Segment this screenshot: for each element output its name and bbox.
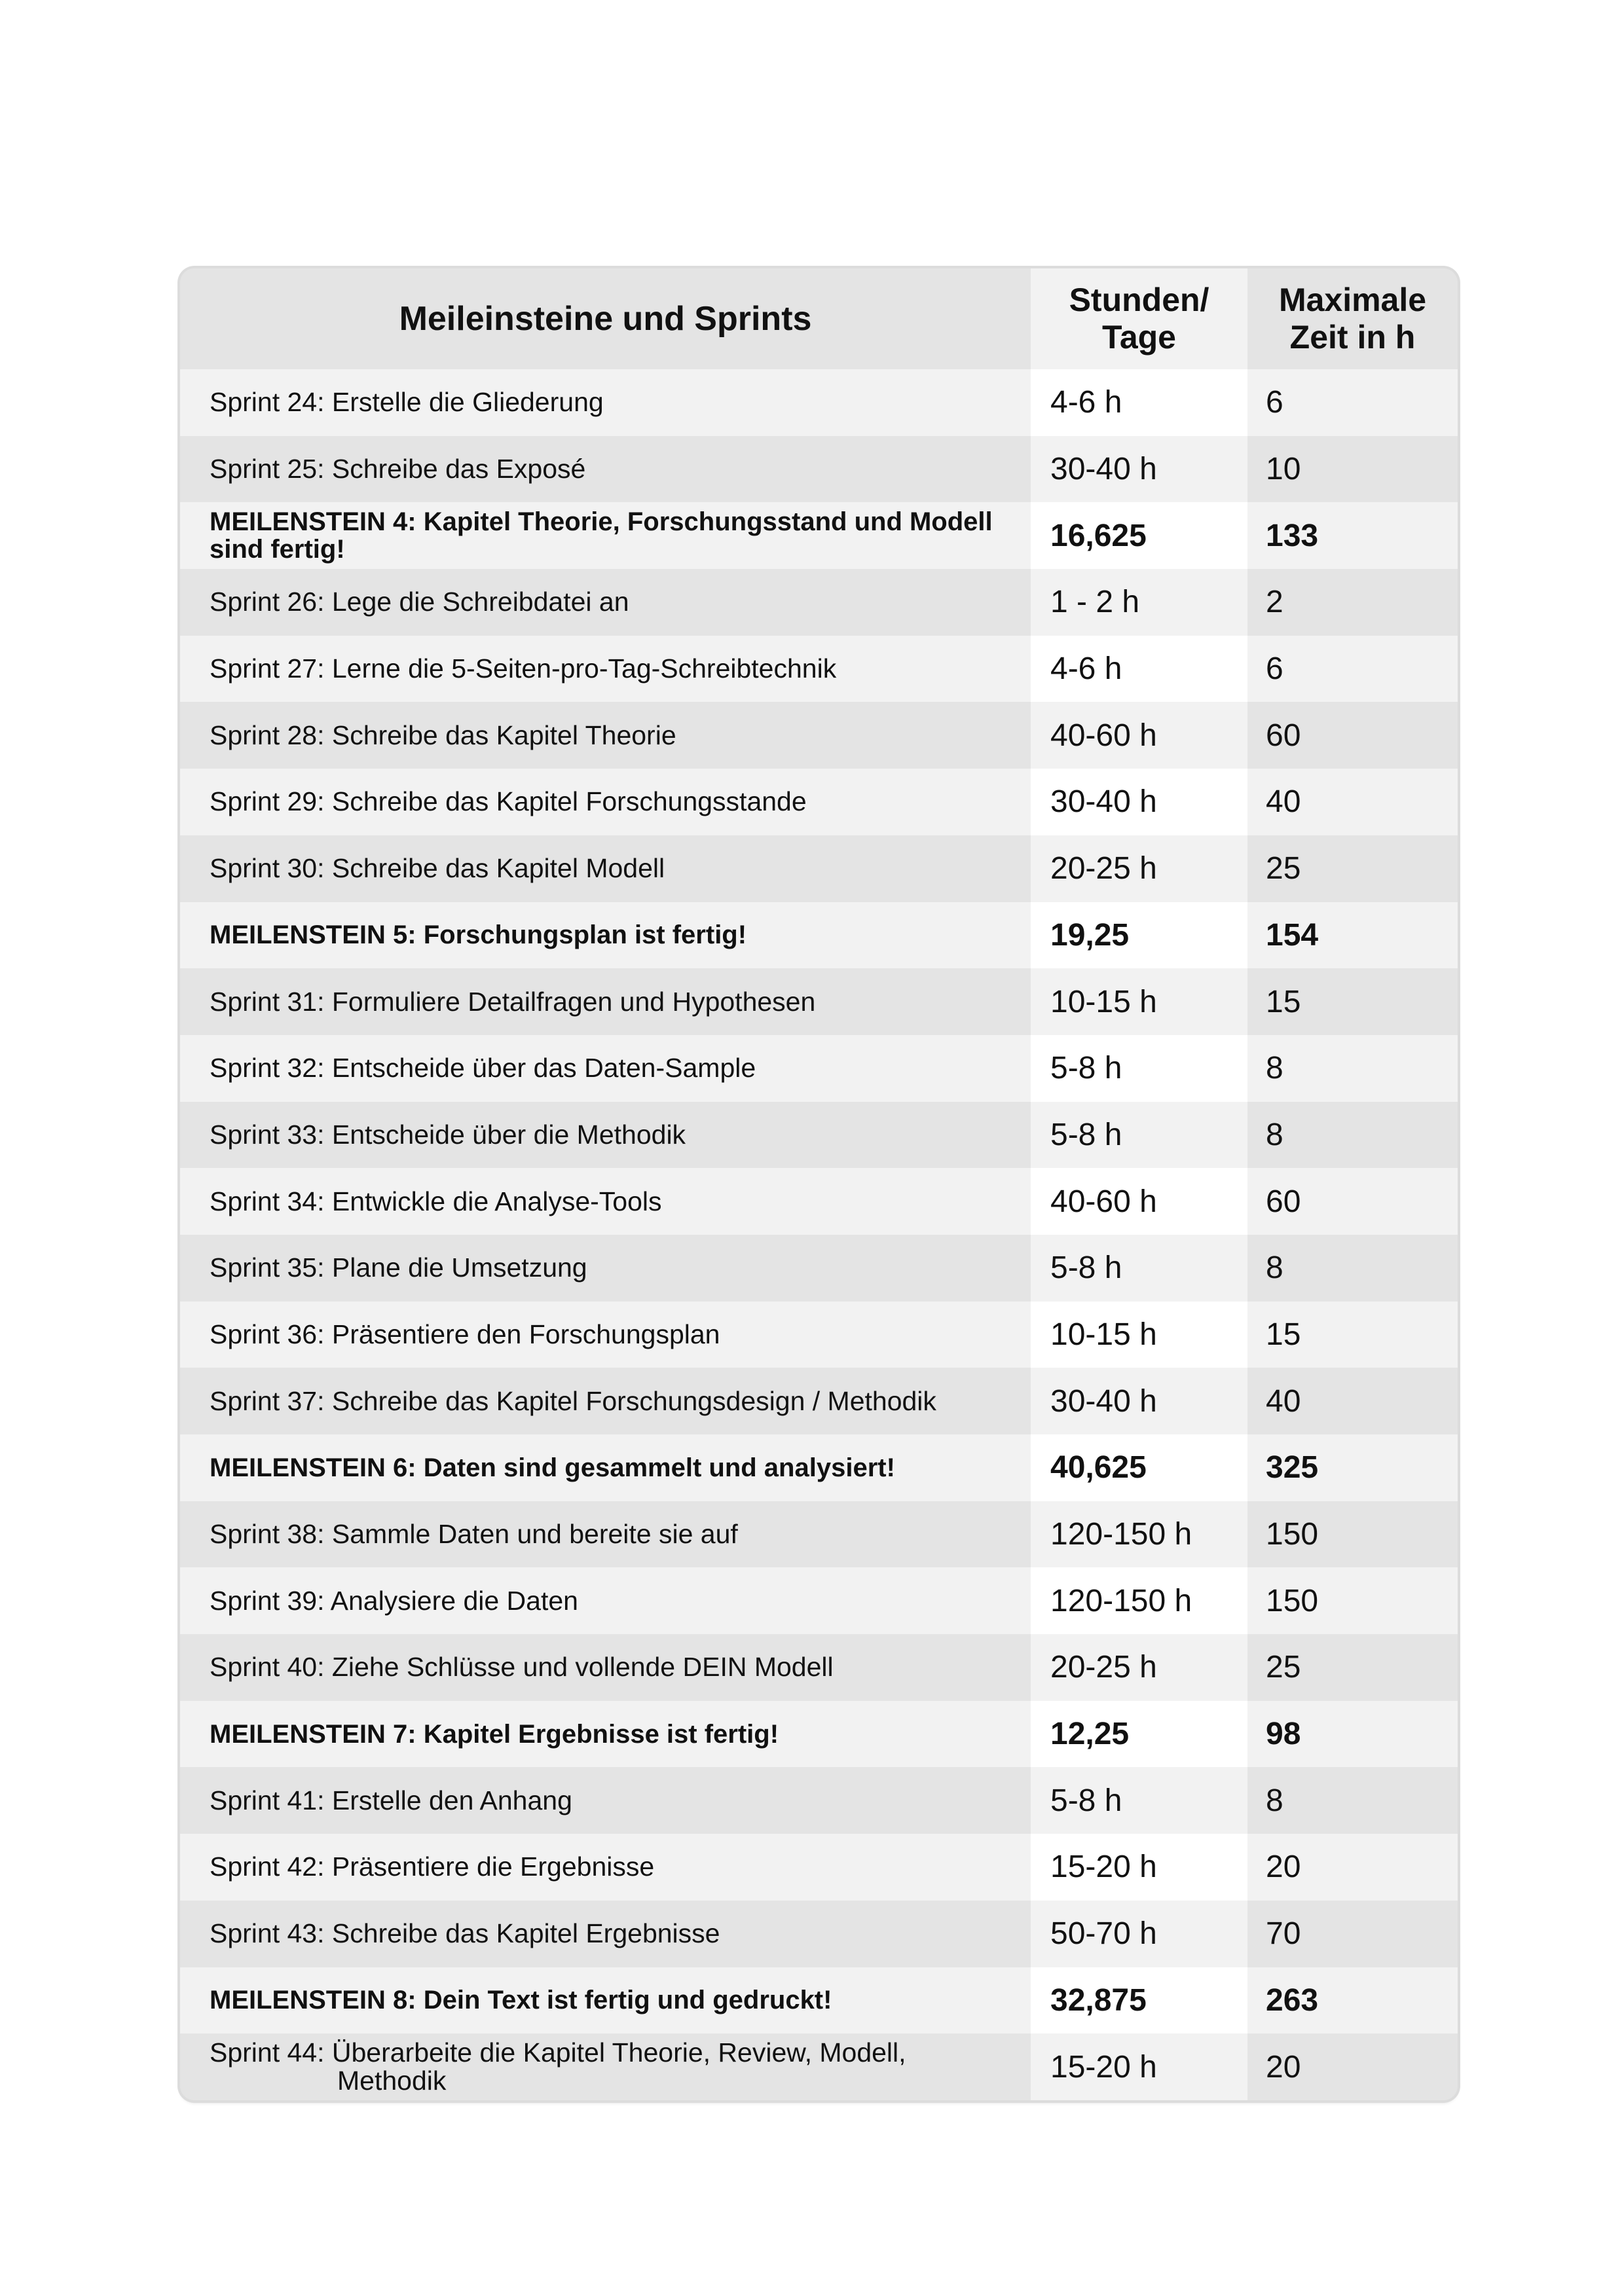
row-label-text: Sprint 30: Schreibe das Kapitel Modell: [210, 853, 665, 884]
row-hours: 40,625: [1031, 1434, 1247, 1501]
row-label: [180, 1967, 1031, 2034]
row-label: [180, 502, 1031, 569]
row-label: [180, 1501, 1031, 1568]
sprint-row: [180, 968, 1458, 1035]
row-label-text: Sprint 43: Schreibe das Kapitel Ergebnisse: [210, 1918, 720, 1949]
row-max-time: 6: [1247, 369, 1458, 436]
row-hours: 5-8 h: [1031, 1235, 1247, 1302]
row-label-text: Sprint 36: Präsentiere den Forschungsplan: [210, 1319, 720, 1349]
milestones-table: [180, 268, 1458, 2100]
row-label: [180, 1302, 1031, 1368]
row-label-text: Sprint 35: Plane die Umsetzung: [210, 1252, 587, 1283]
row-max-time: 98: [1247, 1701, 1458, 1768]
row-max-time: 325: [1247, 1434, 1458, 1501]
row-label: [180, 1168, 1031, 1235]
row-max-time: 263: [1247, 1967, 1458, 2034]
sprint-row: [180, 436, 1458, 503]
row-max-time: 15: [1247, 1302, 1458, 1368]
milestone-row: [180, 902, 1458, 969]
row-hours: 40-60 h: [1031, 702, 1247, 769]
row-label: [180, 835, 1031, 902]
row-label-text: Sprint 28: Schreibe das Kapitel Theorie: [210, 720, 676, 750]
row-max-time: 70: [1247, 1901, 1458, 1967]
row-hours: 4-6 h: [1031, 636, 1247, 702]
row-label: [180, 1102, 1031, 1169]
row-max-time: 20: [1247, 2033, 1458, 2100]
row-label: [180, 1567, 1031, 1634]
row-label: [180, 1235, 1031, 1302]
sprint-row: [180, 1767, 1458, 1834]
row-label: [180, 1035, 1031, 1102]
row-label-text: Sprint 40: Ziehe Schlüsse und vollende DEIN Modell: [210, 1652, 834, 1683]
sprint-row: [180, 1035, 1458, 1102]
row-label-text: Sprint 38: Sammle Daten und bereite sie auf: [210, 1519, 738, 1549]
row-hours: 5-8 h: [1031, 1767, 1247, 1834]
row-label: [180, 636, 1031, 702]
row-max-time: 8: [1247, 1102, 1458, 1169]
row-label-text: MEILENSTEIN 5: Forschungsplan ist fertig!: [210, 920, 747, 950]
row-label: [180, 1368, 1031, 1434]
row-hours: 5-8 h: [1031, 1102, 1247, 1169]
row-label-text: Sprint 33: Entscheide über die Methodik: [210, 1119, 686, 1150]
row-max-time: 6: [1247, 636, 1458, 702]
row-label-text: Sprint 25: Schreibe das Exposé: [210, 454, 586, 484]
sprint-row: [180, 835, 1458, 902]
row-label-text: MEILENSTEIN 6: Daten sind gesammelt und analysiert!: [210, 1453, 895, 1482]
sprint-row: [180, 1834, 1458, 1901]
row-max-time: 20: [1247, 1834, 1458, 1901]
milestone-row: [180, 1967, 1458, 2034]
row-max-time: 154: [1247, 902, 1458, 969]
row-hours: 50-70 h: [1031, 1901, 1247, 1967]
row-max-time: 60: [1247, 1168, 1458, 1235]
row-label: [180, 702, 1031, 769]
row-hours: 1 - 2 h: [1031, 569, 1247, 636]
sprint-row: [180, 769, 1458, 835]
sprint-row: [180, 569, 1458, 636]
row-max-time: 25: [1247, 835, 1458, 902]
row-hours: 10-15 h: [1031, 968, 1247, 1035]
row-max-time: 133: [1247, 502, 1458, 569]
row-label-text: Sprint 32: Entscheide über das Daten-Sample: [210, 1053, 756, 1084]
row-max-time: 2: [1247, 569, 1458, 636]
header-max-time: Maximale Zeit in h: [1247, 268, 1458, 369]
row-label: [180, 436, 1031, 503]
row-max-time: 40: [1247, 1368, 1458, 1434]
row-label-text: Sprint 44: Überarbeite die Kapitel Theorie, Review, Modell,: [210, 2037, 906, 2068]
row-label: [180, 1701, 1031, 1768]
row-hours: 40-60 h: [1031, 1168, 1247, 1235]
milestone-row: [180, 1701, 1458, 1768]
header-milestones-sprints: Meileinsteine und Sprints: [180, 268, 1031, 369]
row-max-time: 8: [1247, 1235, 1458, 1302]
row-max-time: 40: [1247, 769, 1458, 835]
row-label-text: Sprint 29: Schreibe das Kapitel Forschungsstande: [210, 786, 807, 817]
row-label: [180, 2033, 1031, 2100]
row-hours: 15-20 h: [1031, 2033, 1247, 2100]
row-label: [180, 369, 1031, 436]
sprint-row: [180, 636, 1458, 702]
milestone-row: [180, 502, 1458, 569]
row-label-text: MEILENSTEIN 8: Dein Text ist fertig und gedruckt!: [210, 1986, 832, 2015]
row-label-text: MEILENSTEIN 4: Kapitel Theorie, Forschungsstand und Modell sind fertig!: [210, 507, 993, 564]
sprint-row: [180, 1634, 1458, 1701]
sprint-row: [180, 1567, 1458, 1634]
row-max-time: 150: [1247, 1501, 1458, 1568]
row-hours: 4-6 h: [1031, 369, 1247, 436]
row-hours: 10-15 h: [1031, 1302, 1247, 1368]
row-max-time: 8: [1247, 1035, 1458, 1102]
row-max-time: 25: [1247, 1634, 1458, 1701]
row-hours: 19,25: [1031, 902, 1247, 969]
row-hours: 120-150 h: [1031, 1567, 1247, 1634]
row-hours: 15-20 h: [1031, 1834, 1247, 1901]
row-hours: 32,875: [1031, 1967, 1247, 2034]
sprint-row: [180, 702, 1458, 769]
row-label: [180, 1834, 1031, 1901]
row-label-text: Sprint 27: Lerne die 5-Seiten-pro-Tag-Schreibtechnik: [210, 653, 837, 684]
row-hours: 30-40 h: [1031, 436, 1247, 503]
table-header: [180, 268, 1458, 369]
sprint-row: [180, 1901, 1458, 1967]
row-label-text: Sprint 37: Schreibe das Kapitel Forschungsdesign / Methodik: [210, 1385, 936, 1416]
row-max-time: 15: [1247, 968, 1458, 1035]
row-hours: 12,25: [1031, 1701, 1247, 1768]
row-label: [180, 1634, 1031, 1701]
sprint-row: [180, 1368, 1458, 1434]
row-hours: 16,625: [1031, 502, 1247, 569]
sprint-row: [180, 1102, 1458, 1169]
row-hours: 30-40 h: [1031, 1368, 1247, 1434]
row-label: [180, 968, 1031, 1035]
row-hours: 20-25 h: [1031, 1634, 1247, 1701]
row-hours: 30-40 h: [1031, 769, 1247, 835]
sprint-row: [180, 1302, 1458, 1368]
row-label: [180, 1901, 1031, 1967]
row-max-time: 10: [1247, 436, 1458, 503]
row-max-time: 150: [1247, 1567, 1458, 1634]
row-label: [180, 1767, 1031, 1834]
row-hours: 5-8 h: [1031, 1035, 1247, 1102]
sprint-row: [180, 369, 1458, 436]
row-label-text: Sprint 26: Lege die Schreibdatei an: [210, 587, 629, 617]
row-max-time: 60: [1247, 702, 1458, 769]
row-hours: 20-25 h: [1031, 835, 1247, 902]
row-label-continued: Methodik: [337, 2066, 447, 2096]
sprint-row: [180, 1501, 1458, 1568]
row-label-text: MEILENSTEIN 7: Kapitel Ergebnisse ist fertig!: [210, 1719, 779, 1749]
row-label: [180, 769, 1031, 835]
row-label-text: Sprint 41: Erstelle den Anhang: [210, 1785, 572, 1815]
table-body: [180, 369, 1458, 2100]
sprint-row: [180, 1168, 1458, 1235]
row-label: [180, 1434, 1031, 1501]
milestone-row: [180, 1434, 1458, 1501]
sprint-row: [180, 2033, 1458, 2100]
row-label-text: Sprint 42: Präsentiere die Ergebnisse: [210, 1851, 655, 1882]
row-label-text: Sprint 31: Formuliere Detailfragen und Hypothesen: [210, 986, 816, 1017]
sprint-row: [180, 1235, 1458, 1302]
row-label: [180, 902, 1031, 969]
row-label-text: Sprint 34: Entwickle die Analyse-Tools: [210, 1186, 662, 1216]
row-hours: 120-150 h: [1031, 1501, 1247, 1568]
row-max-time: 8: [1247, 1767, 1458, 1834]
row-label-text: Sprint 24: Erstelle die Gliederung: [210, 387, 604, 418]
header-hours-days: Stunden/ Tage: [1031, 268, 1247, 369]
row-label-text: Sprint 39: Analysiere die Daten: [210, 1585, 578, 1616]
row-label: [180, 569, 1031, 636]
